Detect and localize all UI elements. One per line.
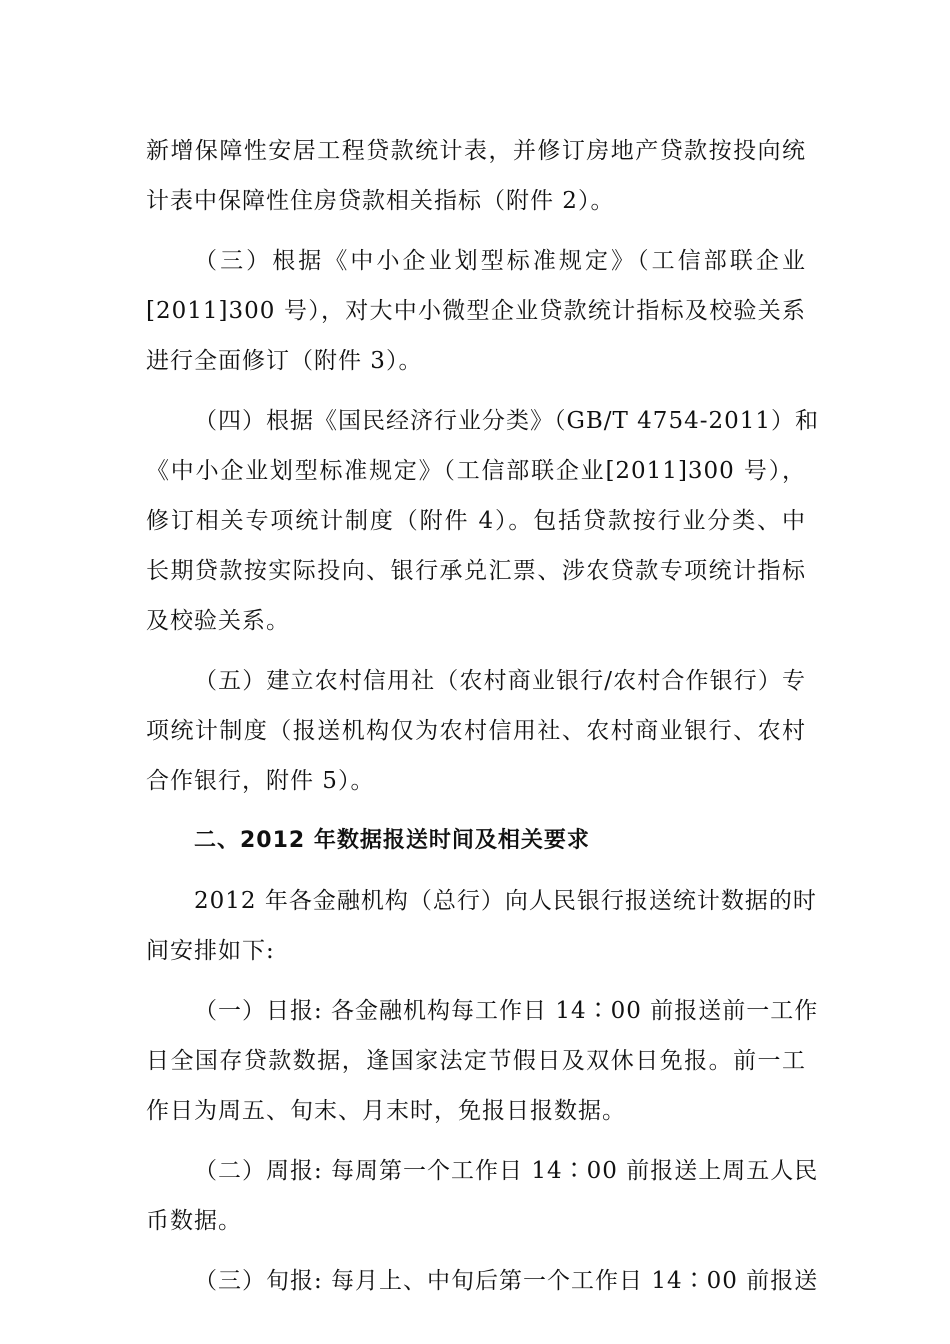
text-line: 合作银行，附件 5）。 [146,768,375,794]
text-line: （四）根据《国民经济行业分类》（GB/T 4754-2011）和 [194,408,820,434]
paragraph-schedule-intro [146,876,817,976]
paragraph-intro-continuation [146,126,806,226]
text-line: 进行全面修订（附件 3）。 [146,348,423,374]
paragraph-weekly-report [146,1146,819,1246]
text-line: 长期贷款按实际投向、银行承兑汇票、涉农贷款专项统计指标 [146,558,806,584]
paragraph-item-4 [146,396,820,646]
paragraph-item-3 [146,236,806,386]
section-heading [146,816,806,866]
text-line: [2011]300 号），对大中小微型企业贷款统计指标及校验关系 [146,298,806,324]
text-line: （五）建立农村信用社（农村商业银行/农村合作银行）专 [194,668,806,694]
text-line: 作日为周五、旬末、月末时，免报日报数据。 [146,1098,626,1124]
text-line: 2012 年各金融机构（总行）向人民银行报送统计数据的时 [194,888,817,914]
text-line: 项统计制度（报送机构仅为农村信用社、农村商业银行、农村 [146,718,806,744]
paragraph-tenday-report [146,1256,819,1306]
text-line: （三）旬报: 每月上、中旬后第一个工作日 14∶00 前报送 [194,1268,819,1294]
text-line: 《中小企业划型标准规定》（工信部联企业[2011]300 号）， [146,458,806,484]
text-line: 计表中保障性住房贷款相关指标（附件 2）。 [146,188,615,214]
section-heading-text: 二、2012 年数据报送时间及相关要求 [194,828,590,853]
text-line: 币数据。 [146,1208,242,1234]
text-line: （三）根据《中小企业划型标准规定》（工信部联企业 [194,248,806,274]
text-line: 修订相关专项统计制度（附件 4）。包括贷款按行业分类、中 [146,508,806,534]
text-line: 新增保障性安居工程贷款统计表，并修订房地产贷款按投向统 [146,138,806,164]
text-line: 日全国存贷款数据，逢国家法定节假日及双休日免报。前一工 [146,1048,806,1074]
paragraph-daily-report [146,986,819,1136]
paragraph-item-5 [146,656,806,806]
text-line: 间安排如下: [146,938,275,964]
text-line: 及校验关系。 [146,608,290,634]
text-line: （一）日报: 各金融机构每工作日 14∶00 前报送前一工作 [194,998,819,1024]
text-line: （二）周报: 每周第一个工作日 14∶00 前报送上周五人民 [194,1158,819,1184]
document-body [146,126,820,1316]
